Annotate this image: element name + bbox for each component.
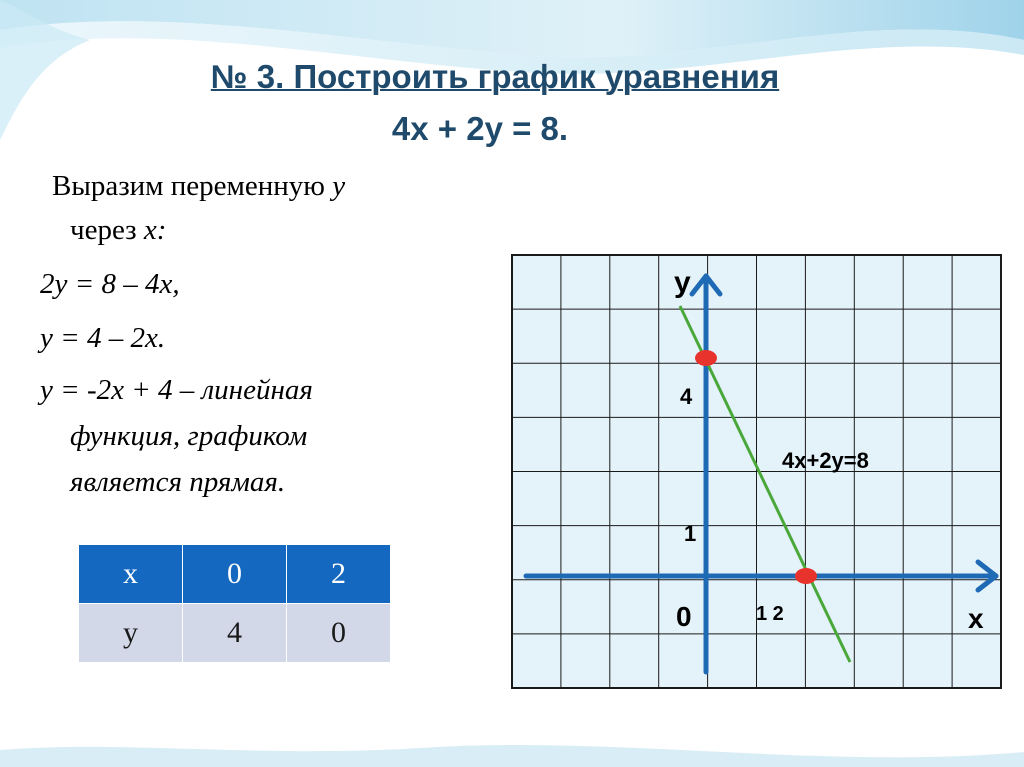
explanation-line-1-var: у [332, 170, 346, 202]
table-cell: 0 [183, 545, 287, 604]
title-line-1: № 3. Построить график уравнения [210, 58, 780, 95]
graph-point [695, 350, 717, 366]
step-2-text: у = 4 – 2х. [40, 322, 166, 354]
origin-label: 0 [676, 601, 692, 632]
explanation-line-1-text: Выразим переменную [52, 170, 333, 202]
table-cell: у [79, 604, 183, 663]
table-cell: 2 [287, 545, 391, 604]
step-5-text: является прямая. [70, 466, 286, 498]
equation-label: 4х+2у=8 [782, 448, 869, 473]
tick-label-y-4: 4 [680, 384, 693, 409]
x-axis-label: х [968, 603, 984, 634]
graph-point [795, 568, 817, 584]
tick-label-x: 1 2 [756, 603, 784, 625]
table-cell: 4 [183, 604, 287, 663]
title-line-2: 4х + 2у = 8. [391, 110, 569, 147]
table-cell: х [79, 545, 183, 604]
explanation-line-2-text: через [70, 214, 144, 246]
explanation-line-2-var: х: [143, 214, 167, 246]
step-3-text: у = -2х + 4 – линейная [40, 374, 313, 406]
step-4-text: функция, графиком [70, 420, 308, 452]
table-cell: 0 [287, 604, 391, 663]
y-axis-label: у [674, 266, 691, 299]
tick-label-y-1: 1 [684, 521, 697, 546]
step-1-text: 2у = 8 – 4х, [40, 268, 180, 300]
